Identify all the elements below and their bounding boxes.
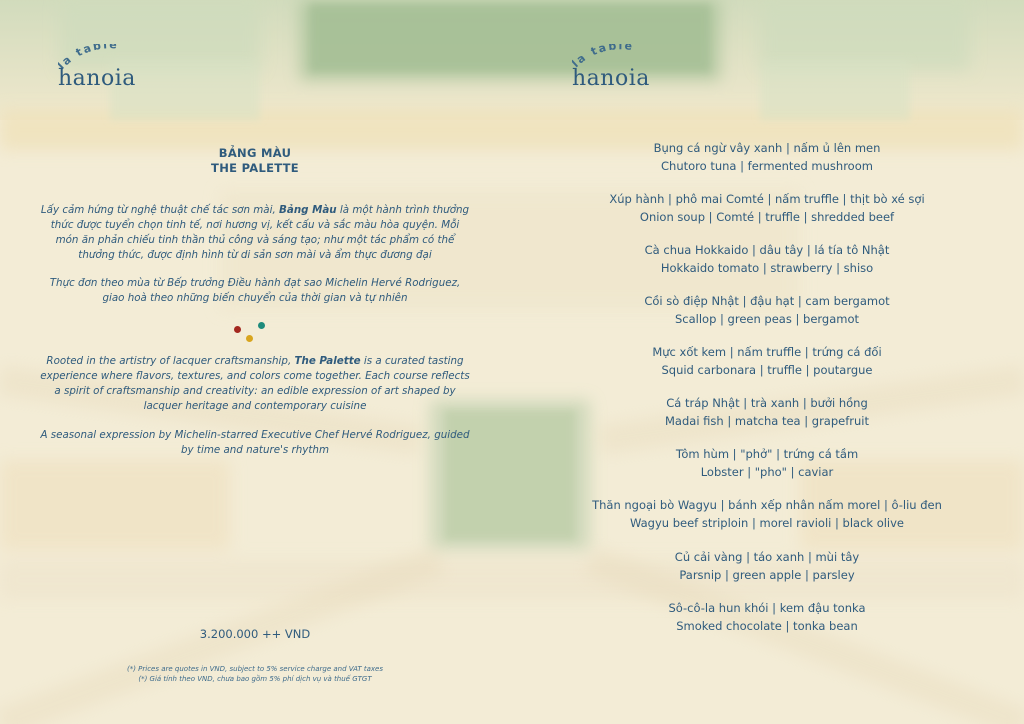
course-name-en: Chutoro tuna | fermented mushroom [661,158,873,173]
course-name-en: Madai fish | matcha tea | grapefruit [665,413,869,428]
course-name-vn: Xúp hành | phô mai Comté | nấm truffle | thịt bò xé sợi [609,192,925,206]
palette-dots [230,318,270,346]
course-name-vn: Thăn ngoại bò Wagyu | bánh xếp nhân nấm morel | ô-liu đen [592,498,942,512]
chef-note-vn: Thực đơn theo mùa từ Bếp trưởng Điều hành đạt sao Michelin Hervé Rodriguez, giao hoà theo những biến chuyển của thời gian và tự nhiên [49,277,461,304]
course-item [572,497,962,532]
red-dot [234,326,241,333]
course-name-en: Lobster | "pho" | caviar [700,464,834,479]
course-name-vn: Cồi sò điệp Nhật | đậu hạt | cam bergamot [644,294,890,308]
intro-vn: Lấy cảm hứng từ nghệ thuật chế tác sơn mài, Bảng Màu là một hành trình thưởng thức được tuyển chọn tinh tế, nơi hương vị, kết cấu và sắc màu hòa quyện. Mỗi món ăn phản chiếu tinh thần thủ công và sáng tạo; như một tác phẩm có thể thưởng thức, được định hình từ di sản sơn mài và ẩm thực đương đại [40,204,470,261]
logo-wordmark: hanoia [58,66,136,91]
course-name-en: Onion soup | Comté | truffle | shredded beef [639,209,895,224]
course-name-en: Hokkaido tomato | strawberry | shiso [660,260,874,275]
yellow-dot [246,335,253,342]
restaurant-logo [572,44,682,94]
restaurant-logo [58,44,168,94]
intro-en: Rooted in the artistry of lacquer craftsmanship, The Palette is a curated tasting experience where flavors, textures, and colors come together. Each course reflects a spirit of craftsmanship and creativity: an edible expression of art shaped by lacquer heritage and contemporary cuisine [40,355,470,412]
teal-dot [258,322,265,329]
course-name-en: Squid carbonara | truffle | poutargue [661,362,873,377]
menu-title-vn: BẢNG MÀU [218,146,292,160]
course-name-en: Parsnip | green apple | parsley [679,567,855,582]
chef-note-en: A seasonal expression by Michelin-starred Executive Chef Hervé Rodriguez, guided by time and nature's rhythm [40,429,470,456]
menu-title-en: THE PALETTE [211,161,299,175]
course-item [572,191,962,226]
course-item [572,446,962,481]
course-name-vn: Bụng cá ngừ vây xanh | nấm ủ lên men [653,141,881,155]
logo-wordmark: hanoia [572,66,650,91]
course-name-vn: Sô-cô-la hun khói | kem đậu tonka [668,601,866,615]
price-notes [90,664,420,684]
course-name-en: Wagyu beef striploin | morel ravioli | black olive [629,515,905,530]
course-name-vn: Tôm hùm | "phở" | trứng cá tầm [675,447,859,461]
course-name-vn: Củ cải vàng | táo xanh | mùi tây [674,550,860,564]
course-item [572,293,962,328]
course-item [572,600,962,635]
course-item [572,344,962,379]
course-name-vn: Cà chua Hokkaido | dâu tây | lá tía tô Nhật [644,243,890,257]
price-note-vn: (*) Giá tính theo VND, chưa bao gồm 5% phí dịch vụ và thuế GTGT [138,675,372,683]
svg-text:la table: a table [59,44,119,69]
course-item [572,549,962,584]
menu-price: 3.200.000 ++ VND [199,627,311,641]
course-name-en: Smoked chocolate | tonka bean [676,618,858,633]
course-name-vn: Cá tráp Nhật | trà xanh | bưởi hồng [666,396,868,410]
course-name-en: Scallop | green peas | bergamot [674,311,860,326]
price-note-en: (*) Prices are quotes in VND, subject to 5% service charge and VAT taxes [126,665,384,673]
svg-text:la table: a table [574,44,635,67]
course-name-vn: Mực xốt kem | nấm truffle | trứng cá đối [652,345,882,359]
course-item [572,242,962,277]
right-page [512,0,1024,724]
course-item [572,395,962,430]
course-item [572,140,962,175]
